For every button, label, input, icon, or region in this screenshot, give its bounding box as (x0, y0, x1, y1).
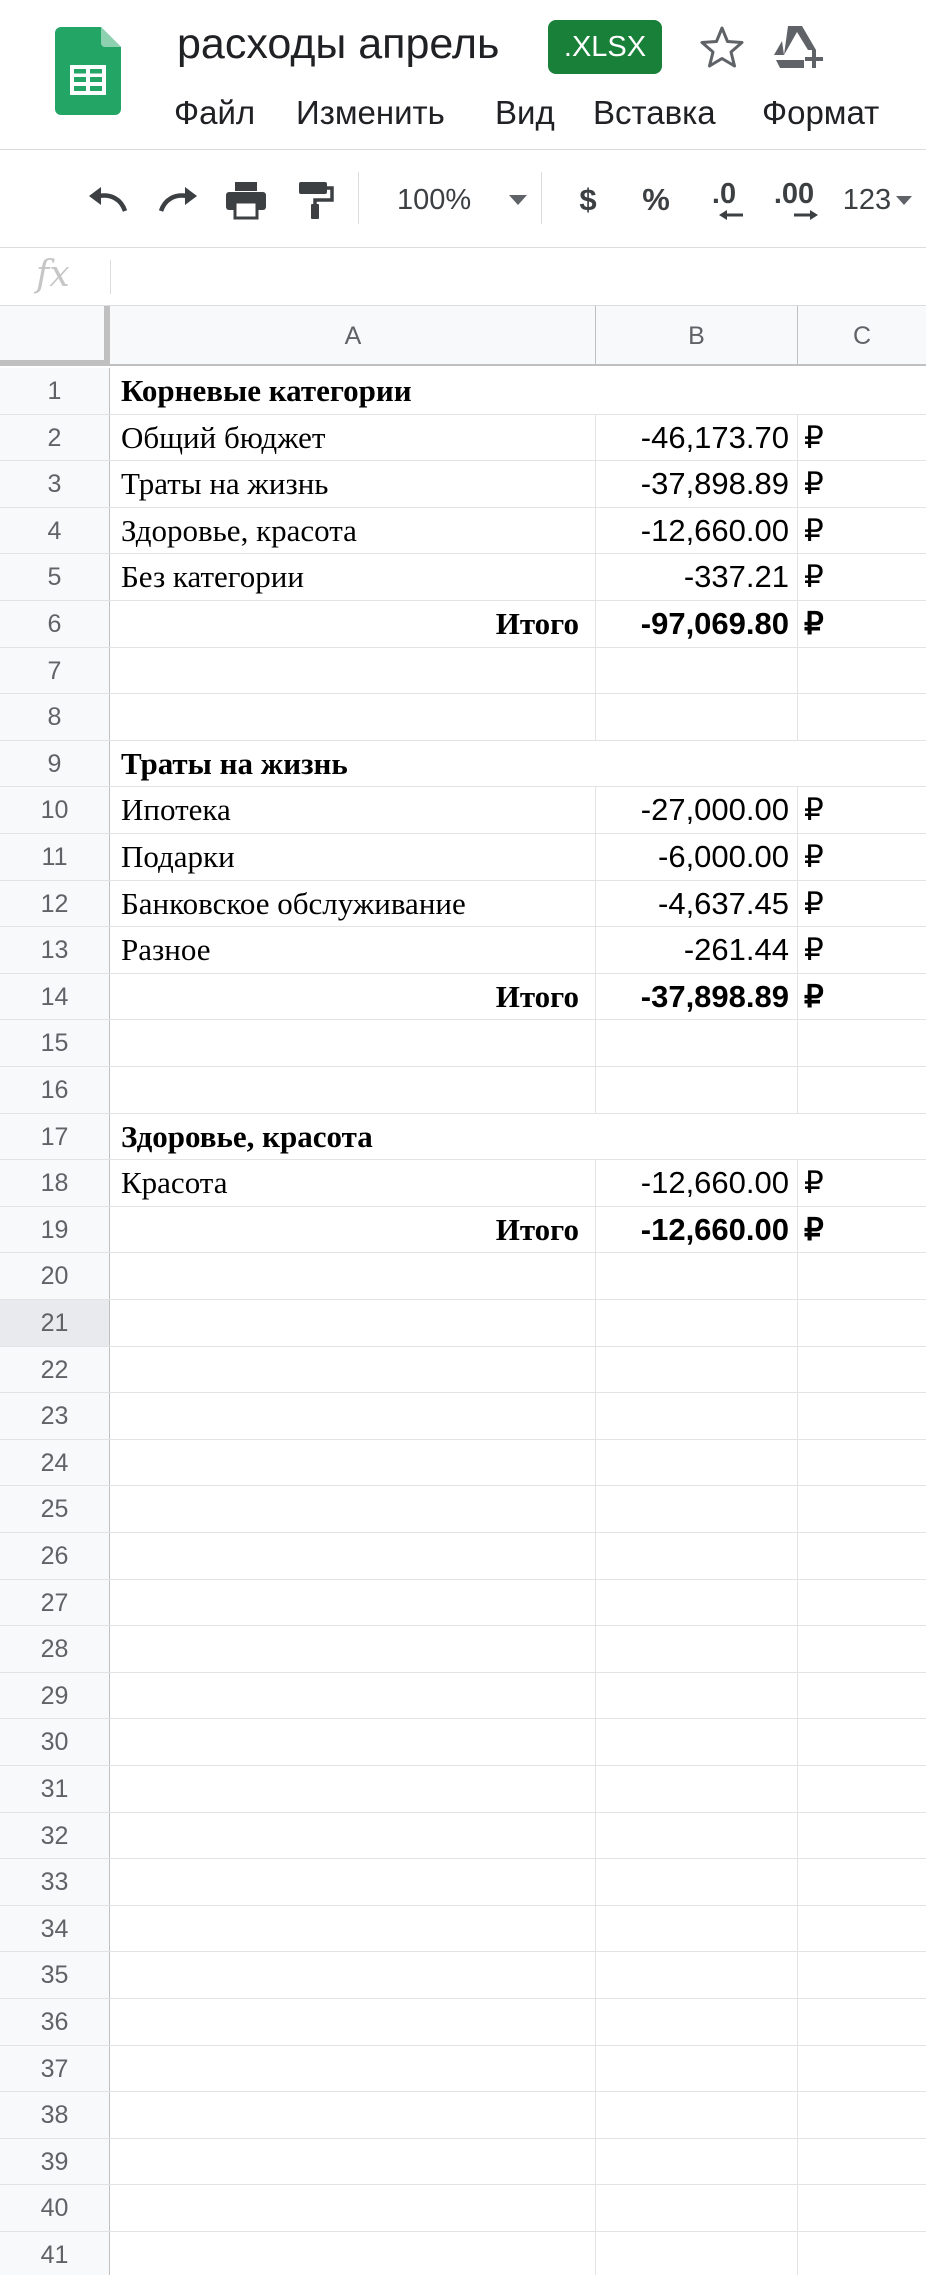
fx-icon: fx (36, 254, 70, 295)
cell-c[interactable] (798, 648, 926, 694)
row-header[interactable]: 23 (0, 1393, 110, 1439)
table-row (0, 508, 926, 555)
percent-format-button[interactable] (634, 175, 678, 225)
table-row (0, 2232, 926, 2275)
cell-c[interactable]: ₽ (804, 419, 824, 455)
cell-c[interactable] (798, 1673, 926, 1719)
cell-c[interactable] (798, 1719, 926, 1765)
cell-b[interactable] (596, 1533, 798, 1579)
cell-b[interactable]: -12,660.00 (596, 1207, 798, 1253)
row-header[interactable]: 3 (0, 461, 110, 507)
row-header[interactable]: 14 (0, 974, 110, 1020)
cell-c[interactable] (798, 1859, 926, 1905)
menu-view[interactable]: Вид (495, 94, 555, 131)
table-row (0, 694, 926, 741)
table-row (0, 1999, 926, 2046)
cell-b[interactable]: -46,173.70 (596, 415, 798, 461)
cell-b[interactable] (596, 1347, 798, 1393)
formula-input[interactable] (122, 256, 912, 298)
cell-c[interactable] (798, 2046, 926, 2092)
cell-c[interactable]: ₽ (804, 1211, 824, 1247)
cell-a[interactable] (111, 1067, 596, 1113)
redo-button[interactable] (150, 175, 206, 225)
cell-b[interactable] (596, 1952, 798, 1998)
cell-a[interactable]: Без категории (111, 554, 596, 600)
cell-c[interactable]: ₽ (804, 1165, 824, 1201)
cell-a[interactable]: Здоровье, красота (121, 1118, 373, 1154)
cell-b[interactable] (596, 1813, 798, 1859)
row-header[interactable]: 22 (0, 1347, 110, 1393)
table-row (0, 554, 926, 601)
table-row (0, 1020, 926, 1067)
table-row (0, 1813, 926, 1860)
cell-b[interactable] (596, 1067, 798, 1113)
cell-a[interactable] (111, 1999, 596, 2045)
row-header[interactable]: 26 (0, 1533, 110, 1579)
table-row (0, 1673, 926, 1720)
table-row (0, 1253, 926, 1300)
cell-a[interactable] (111, 694, 596, 740)
cell-c[interactable] (798, 1906, 926, 1952)
table-row (0, 1719, 926, 1766)
table-row (0, 2046, 926, 2093)
cell-c[interactable] (798, 1253, 926, 1299)
increase-decimal-button[interactable] (762, 175, 826, 225)
cell-b[interactable] (596, 1020, 798, 1066)
row-header[interactable]: 8 (0, 694, 110, 740)
cell-c[interactable] (798, 1813, 926, 1859)
cell-c[interactable] (798, 1952, 926, 1998)
row-header[interactable]: 39 (0, 2139, 110, 2185)
cell-a[interactable]: Корневые категории (121, 373, 412, 408)
percent-symbol: % (642, 182, 670, 217)
cell-b[interactable]: -337.21 (596, 554, 798, 600)
row-header[interactable]: 19 (0, 1207, 110, 1253)
table-row (0, 1207, 926, 1254)
undo-button[interactable] (80, 175, 136, 225)
row-header[interactable]: 35 (0, 1952, 110, 1998)
cell-c[interactable] (798, 2185, 926, 2231)
row-header[interactable]: 37 (0, 2046, 110, 2092)
row-header[interactable]: 28 (0, 1626, 110, 1672)
cell-c[interactable] (798, 1347, 926, 1393)
cell-b[interactable] (596, 2092, 798, 2138)
cell-b[interactable] (596, 1440, 798, 1486)
row-header[interactable]: 9 (0, 741, 110, 787)
cell-b[interactable] (596, 1393, 798, 1439)
row-header[interactable]: 30 (0, 1719, 110, 1765)
table-row (0, 648, 926, 695)
increase-decimal-label: .00 (773, 178, 815, 210)
cell-a[interactable]: Здоровье, красота (111, 508, 596, 554)
cell-c[interactable] (798, 2232, 926, 2275)
row-header[interactable]: 25 (0, 1486, 110, 1532)
table-row (0, 1580, 926, 1627)
cell-a[interactable] (111, 1440, 596, 1486)
cell-a[interactable] (111, 1766, 596, 1812)
row-header[interactable]: 38 (0, 2092, 110, 2138)
arrow-left-icon (717, 209, 745, 221)
cell-a[interactable] (111, 1580, 596, 1626)
table-row (0, 741, 926, 788)
cell-b[interactable] (596, 1999, 798, 2045)
cell-c[interactable] (798, 1486, 926, 1532)
row-header[interactable]: 1 (0, 368, 110, 414)
move-to-drive-icon[interactable] (770, 20, 826, 74)
cell-a[interactable]: Траты на жизнь (111, 461, 596, 507)
row-header[interactable]: 7 (0, 648, 110, 694)
cell-b[interactable] (596, 694, 798, 740)
row-header[interactable]: 27 (0, 1580, 110, 1626)
table-row (0, 834, 926, 881)
menu-insert[interactable]: Вставка (593, 94, 716, 131)
table-row (0, 1347, 926, 1394)
cell-b[interactable] (596, 1859, 798, 1905)
cell-a[interactable] (111, 2046, 596, 2092)
paint-format-icon (296, 179, 334, 221)
row-header[interactable]: 12 (0, 881, 110, 927)
table-row (0, 1766, 926, 1813)
cell-c[interactable]: ₽ (804, 932, 824, 968)
table-row (0, 787, 926, 834)
star-icon[interactable] (697, 22, 747, 72)
cell-b[interactable]: -37,898.89 (596, 974, 798, 1020)
cell-b[interactable] (596, 1766, 798, 1812)
row-header[interactable]: 34 (0, 1906, 110, 1952)
decrease-decimal-button[interactable] (698, 175, 750, 225)
cell-b[interactable] (596, 2185, 798, 2231)
arrow-right-icon (792, 209, 820, 221)
cell-c[interactable] (798, 694, 926, 740)
cell-c[interactable]: ₽ (804, 792, 824, 828)
file-format-badge: .XLSX (548, 20, 662, 74)
cell-c[interactable]: ₽ (804, 466, 824, 502)
cell-c[interactable] (798, 1999, 926, 2045)
row-header[interactable]: 6 (0, 601, 110, 647)
table-row (0, 927, 926, 974)
row-header[interactable]: 20 (0, 1253, 110, 1299)
chevron-down-icon (507, 193, 529, 207)
cell-c[interactable] (798, 1580, 926, 1626)
cell-a[interactable]: Банковское обслуживание (111, 881, 596, 927)
cell-a[interactable] (111, 2139, 596, 2185)
column-header-b[interactable]: B (596, 306, 798, 366)
cell-b[interactable] (596, 1580, 798, 1626)
row-header[interactable]: 41 (0, 2232, 110, 2275)
row-header[interactable]: 15 (0, 1020, 110, 1066)
row-header[interactable]: 36 (0, 1999, 110, 2045)
cell-a[interactable] (111, 1393, 596, 1439)
row-header[interactable]: 13 (0, 927, 110, 973)
cell-c[interactable] (798, 1626, 926, 1672)
zoom-select[interactable] (385, 175, 545, 225)
more-formats-label: 123 (842, 183, 892, 216)
cell-a[interactable] (111, 648, 596, 694)
table-row (0, 1067, 926, 1114)
cell-a[interactable] (111, 1626, 596, 1672)
row-header[interactable]: 31 (0, 1766, 110, 1812)
row-header[interactable]: 4 (0, 508, 110, 554)
table-row (0, 1160, 926, 1207)
table-row (0, 1114, 926, 1161)
toolbar-separator (358, 172, 359, 224)
cell-a[interactable] (111, 1952, 596, 1998)
row-header[interactable]: 16 (0, 1067, 110, 1113)
row-header[interactable]: 10 (0, 787, 110, 833)
column-header-row (0, 306, 926, 366)
cell-b[interactable] (596, 2232, 798, 2275)
cell-b[interactable]: -261.44 (596, 927, 798, 973)
cell-c[interactable] (798, 2092, 926, 2138)
cell-a[interactable] (111, 1486, 596, 1532)
cell-a[interactable]: Красота (111, 1160, 596, 1206)
cell-c[interactable]: ₽ (804, 606, 824, 641)
table-row (0, 1859, 926, 1906)
table-row (0, 1440, 926, 1487)
cell-c[interactable]: ₽ (804, 512, 824, 548)
app-header (0, 0, 926, 150)
cell-c[interactable] (798, 1440, 926, 1486)
cell-c[interactable]: ₽ (804, 978, 824, 1014)
table-row (0, 1906, 926, 1953)
cell-b[interactable] (596, 1253, 798, 1299)
row-header[interactable]: 5 (0, 554, 110, 600)
table-row (0, 601, 926, 648)
cell-b[interactable] (596, 1486, 798, 1532)
currency-symbol: $ (579, 182, 597, 217)
cell-a[interactable] (111, 1253, 596, 1299)
cell-c[interactable] (798, 1020, 926, 1066)
table-row (0, 2092, 926, 2139)
menu-edit[interactable]: Изменить (296, 94, 445, 131)
table-row (0, 1486, 926, 1533)
print-icon (224, 180, 268, 220)
cell-b[interactable]: -37,898.89 (596, 461, 798, 507)
print-button[interactable] (220, 175, 272, 225)
table-row (0, 1393, 926, 1440)
cell-a[interactable]: Траты на жизнь (121, 745, 348, 781)
cell-a[interactable] (111, 2092, 596, 2138)
table-row (0, 1952, 926, 1999)
cell-c[interactable]: ₽ (804, 885, 824, 921)
cell-b[interactable] (596, 1673, 798, 1719)
table-row (0, 368, 926, 415)
menu-format[interactable]: Формат (762, 94, 880, 131)
table-row (0, 881, 926, 928)
row-header[interactable]: 21 (0, 1300, 110, 1346)
row-header[interactable]: 11 (0, 834, 110, 880)
cell-a[interactable] (111, 1906, 596, 1952)
cell-a[interactable] (111, 1813, 596, 1859)
cell-b[interactable]: -27,000.00 (596, 787, 798, 833)
row-header[interactable]: 33 (0, 1859, 110, 1905)
cell-a[interactable] (111, 2185, 596, 2231)
column-header-a[interactable]: A (111, 306, 596, 366)
table-row (0, 2139, 926, 2186)
table-row (0, 974, 926, 1021)
cell-a[interactable] (111, 1719, 596, 1765)
zoom-value: 100% (397, 183, 472, 216)
table-row (0, 1533, 926, 1580)
cell-a[interactable] (111, 1347, 596, 1393)
cell-a[interactable]: Итого (111, 1207, 596, 1253)
cell-b[interactable] (596, 2139, 798, 2185)
redo-icon (155, 183, 201, 217)
paint-format-button[interactable] (292, 175, 338, 225)
cell-b[interactable]: -12,660.00 (596, 1160, 798, 1206)
cell-b[interactable] (596, 1719, 798, 1765)
row-header[interactable]: 18 (0, 1160, 110, 1206)
cell-a[interactable]: Общий бюджет (111, 415, 596, 461)
decrease-decimal-label: .0 (711, 178, 737, 210)
row-header[interactable]: 24 (0, 1440, 110, 1486)
cell-a[interactable]: Итого (111, 974, 596, 1020)
row-header[interactable]: 29 (0, 1673, 110, 1719)
row-header[interactable]: 2 (0, 415, 110, 461)
cell-b[interactable]: -6,000.00 (596, 834, 798, 880)
cell-b[interactable] (596, 2046, 798, 2092)
cell-c[interactable] (798, 1533, 926, 1579)
cell-a[interactable]: Подарки (111, 834, 596, 880)
cell-c[interactable]: ₽ (804, 559, 824, 595)
cell-b[interactable]: -4,637.45 (596, 881, 798, 927)
cell-b[interactable] (596, 1906, 798, 1952)
formula-bar (0, 248, 926, 306)
column-header-c[interactable]: C (852, 322, 872, 350)
cell-b[interactable]: -97,069.80 (596, 601, 798, 647)
row-header[interactable]: 32 (0, 1813, 110, 1859)
document-title[interactable]: расходы апрель (177, 20, 500, 68)
cell-c[interactable]: ₽ (804, 839, 824, 874)
row-header[interactable]: 17 (0, 1114, 110, 1160)
chevron-down-icon (895, 194, 913, 206)
row-header[interactable]: 40 (0, 2185, 110, 2231)
table-row (0, 1300, 926, 1347)
cell-c[interactable] (798, 1766, 926, 1812)
cell-a[interactable]: Разное (111, 927, 596, 973)
more-formats-button[interactable] (834, 175, 922, 225)
cell-a[interactable] (111, 1673, 596, 1719)
cell-a[interactable] (111, 1020, 596, 1066)
cell-c[interactable] (798, 1300, 926, 1346)
sheets-logo-icon[interactable] (55, 27, 121, 115)
undo-icon (85, 183, 131, 217)
cell-c[interactable] (798, 2139, 926, 2185)
cell-a[interactable]: Итого (111, 601, 596, 647)
menu-file[interactable]: Файл (174, 94, 256, 131)
cell-c[interactable] (798, 1393, 926, 1439)
cell-a[interactable] (111, 1859, 596, 1905)
table-row (0, 2185, 926, 2232)
table-row (0, 415, 926, 462)
toolbar (0, 150, 926, 248)
cell-a[interactable] (111, 1300, 596, 1346)
cell-c[interactable] (798, 1067, 926, 1113)
toolbar-separator (541, 172, 542, 224)
formula-separator (110, 260, 111, 294)
select-all-corner[interactable] (0, 306, 110, 366)
cell-b[interactable] (596, 1626, 798, 1672)
cell-a[interactable] (111, 1533, 596, 1579)
cell-b[interactable] (596, 1300, 798, 1346)
cell-b[interactable]: -12,660.00 (596, 508, 798, 554)
table-row (0, 461, 926, 508)
table-row (0, 1626, 926, 1673)
cell-a[interactable] (111, 2232, 596, 2275)
cell-a[interactable]: Ипотека (111, 787, 596, 833)
cell-b[interactable] (596, 648, 798, 694)
currency-format-button[interactable] (568, 175, 608, 225)
